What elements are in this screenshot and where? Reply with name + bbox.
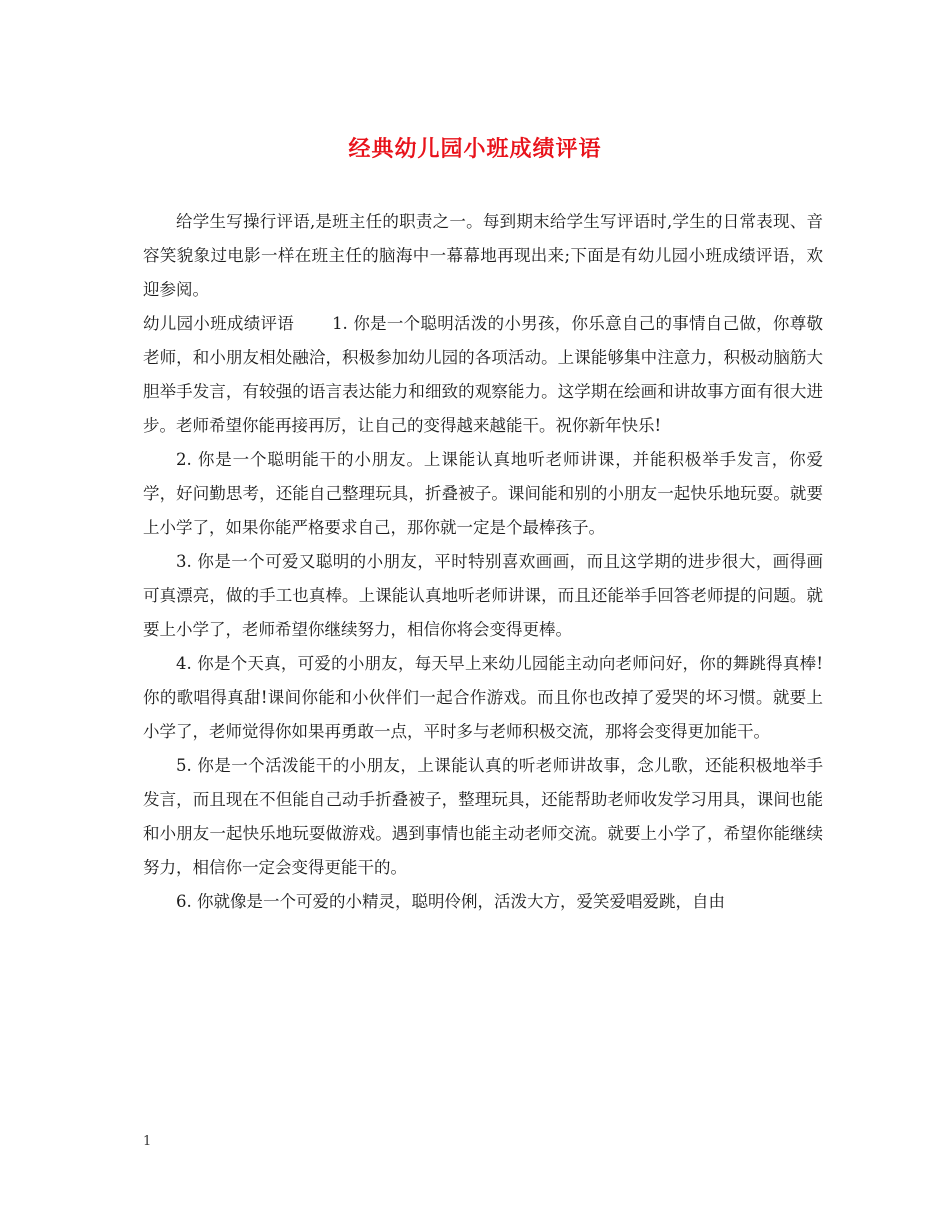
section-heading: 幼儿园小班成绩评语 — [143, 314, 295, 333]
document-body — [143, 205, 823, 919]
comment-item-3: 3. 你是一个可爱又聪明的小朋友，平时特别喜欢画画，而且这学期的进步很大，画得画可真漂亮，做的手工也真棒。上课能认真地听老师讲课，而且还能举手回答老师提的问题。就要上小学了，老师希望你继续努力，相信你将会变得更棒。 — [143, 552, 823, 639]
page-number: 1 — [143, 1134, 152, 1149]
document-title: 经典幼儿园小班成绩评语 — [348, 136, 602, 162]
intro-paragraph: 给学生写操行评语,是班主任的职责之一。每到期末给学生写评语时,学生的日常表现、音容笑貌象过电影一样在班主任的脑海中一幕幕地再现出来;下面是有幼儿园小班成绩评语，欢迎参阅。 — [143, 212, 823, 299]
comment-item-5: 5. 你是一个活泼能干的小朋友，上课能认真的听老师讲故事，念儿歌，还能积极地举手发言，而且现在不但能自己动手折叠被子，整理玩具，还能帮助老师收发学习用具，课间也能和小朋友一起快乐地玩耍做游戏。遇到事情也能主动老师交流。就要上小学了，希望你能继续努力，相信你一定会变得更能干的。 — [143, 756, 823, 877]
first-item-paragraph — [143, 307, 823, 443]
comment-item-6: 6. 你就像是一个可爱的小精灵，聪明伶俐，活泼大方，爱笑爱唱爱跳，自由 — [176, 892, 725, 911]
comment-item-2: 2. 你是一个聪明能干的小朋友。上课能认真地听老师讲课，并能积极举手发言，你爱学，好问勤思考，还能自己整理玩具，折叠被子。课间能和别的小朋友一起快乐地玩耍。就要上小学了，如果你能严格要求自己，那你就一定是个最棒孩子。 — [143, 450, 823, 537]
comment-item-4: 4. 你是个天真，可爱的小朋友，每天早上来幼儿园能主动向老师问好，你的舞跳得真棒!你的歌唱得真甜!课间你能和小伙伴们一起合作游戏。而且你也改掉了爱哭的坏习惯。就要上小学了，老师觉得你如果再勇敢一点，平时多与老师积极交流，那将会变得更加能干。 — [143, 654, 823, 741]
comment-item-1: 1. 你是一个聪明活泼的小男孩，你乐意自己的事情自己做，你尊敬老师，和小朋友相处融洽，积极参加幼儿园的各项活动。上课能够集中注意力，积极动脑筋大胆举手发言，有较强的语言表达能力和细致的观察能力。这学期在绘画和讲故事方面有很大进步。老师希望你能再接再厉，让自己的变得越来越能干。祝你新年快乐! — [143, 314, 823, 435]
